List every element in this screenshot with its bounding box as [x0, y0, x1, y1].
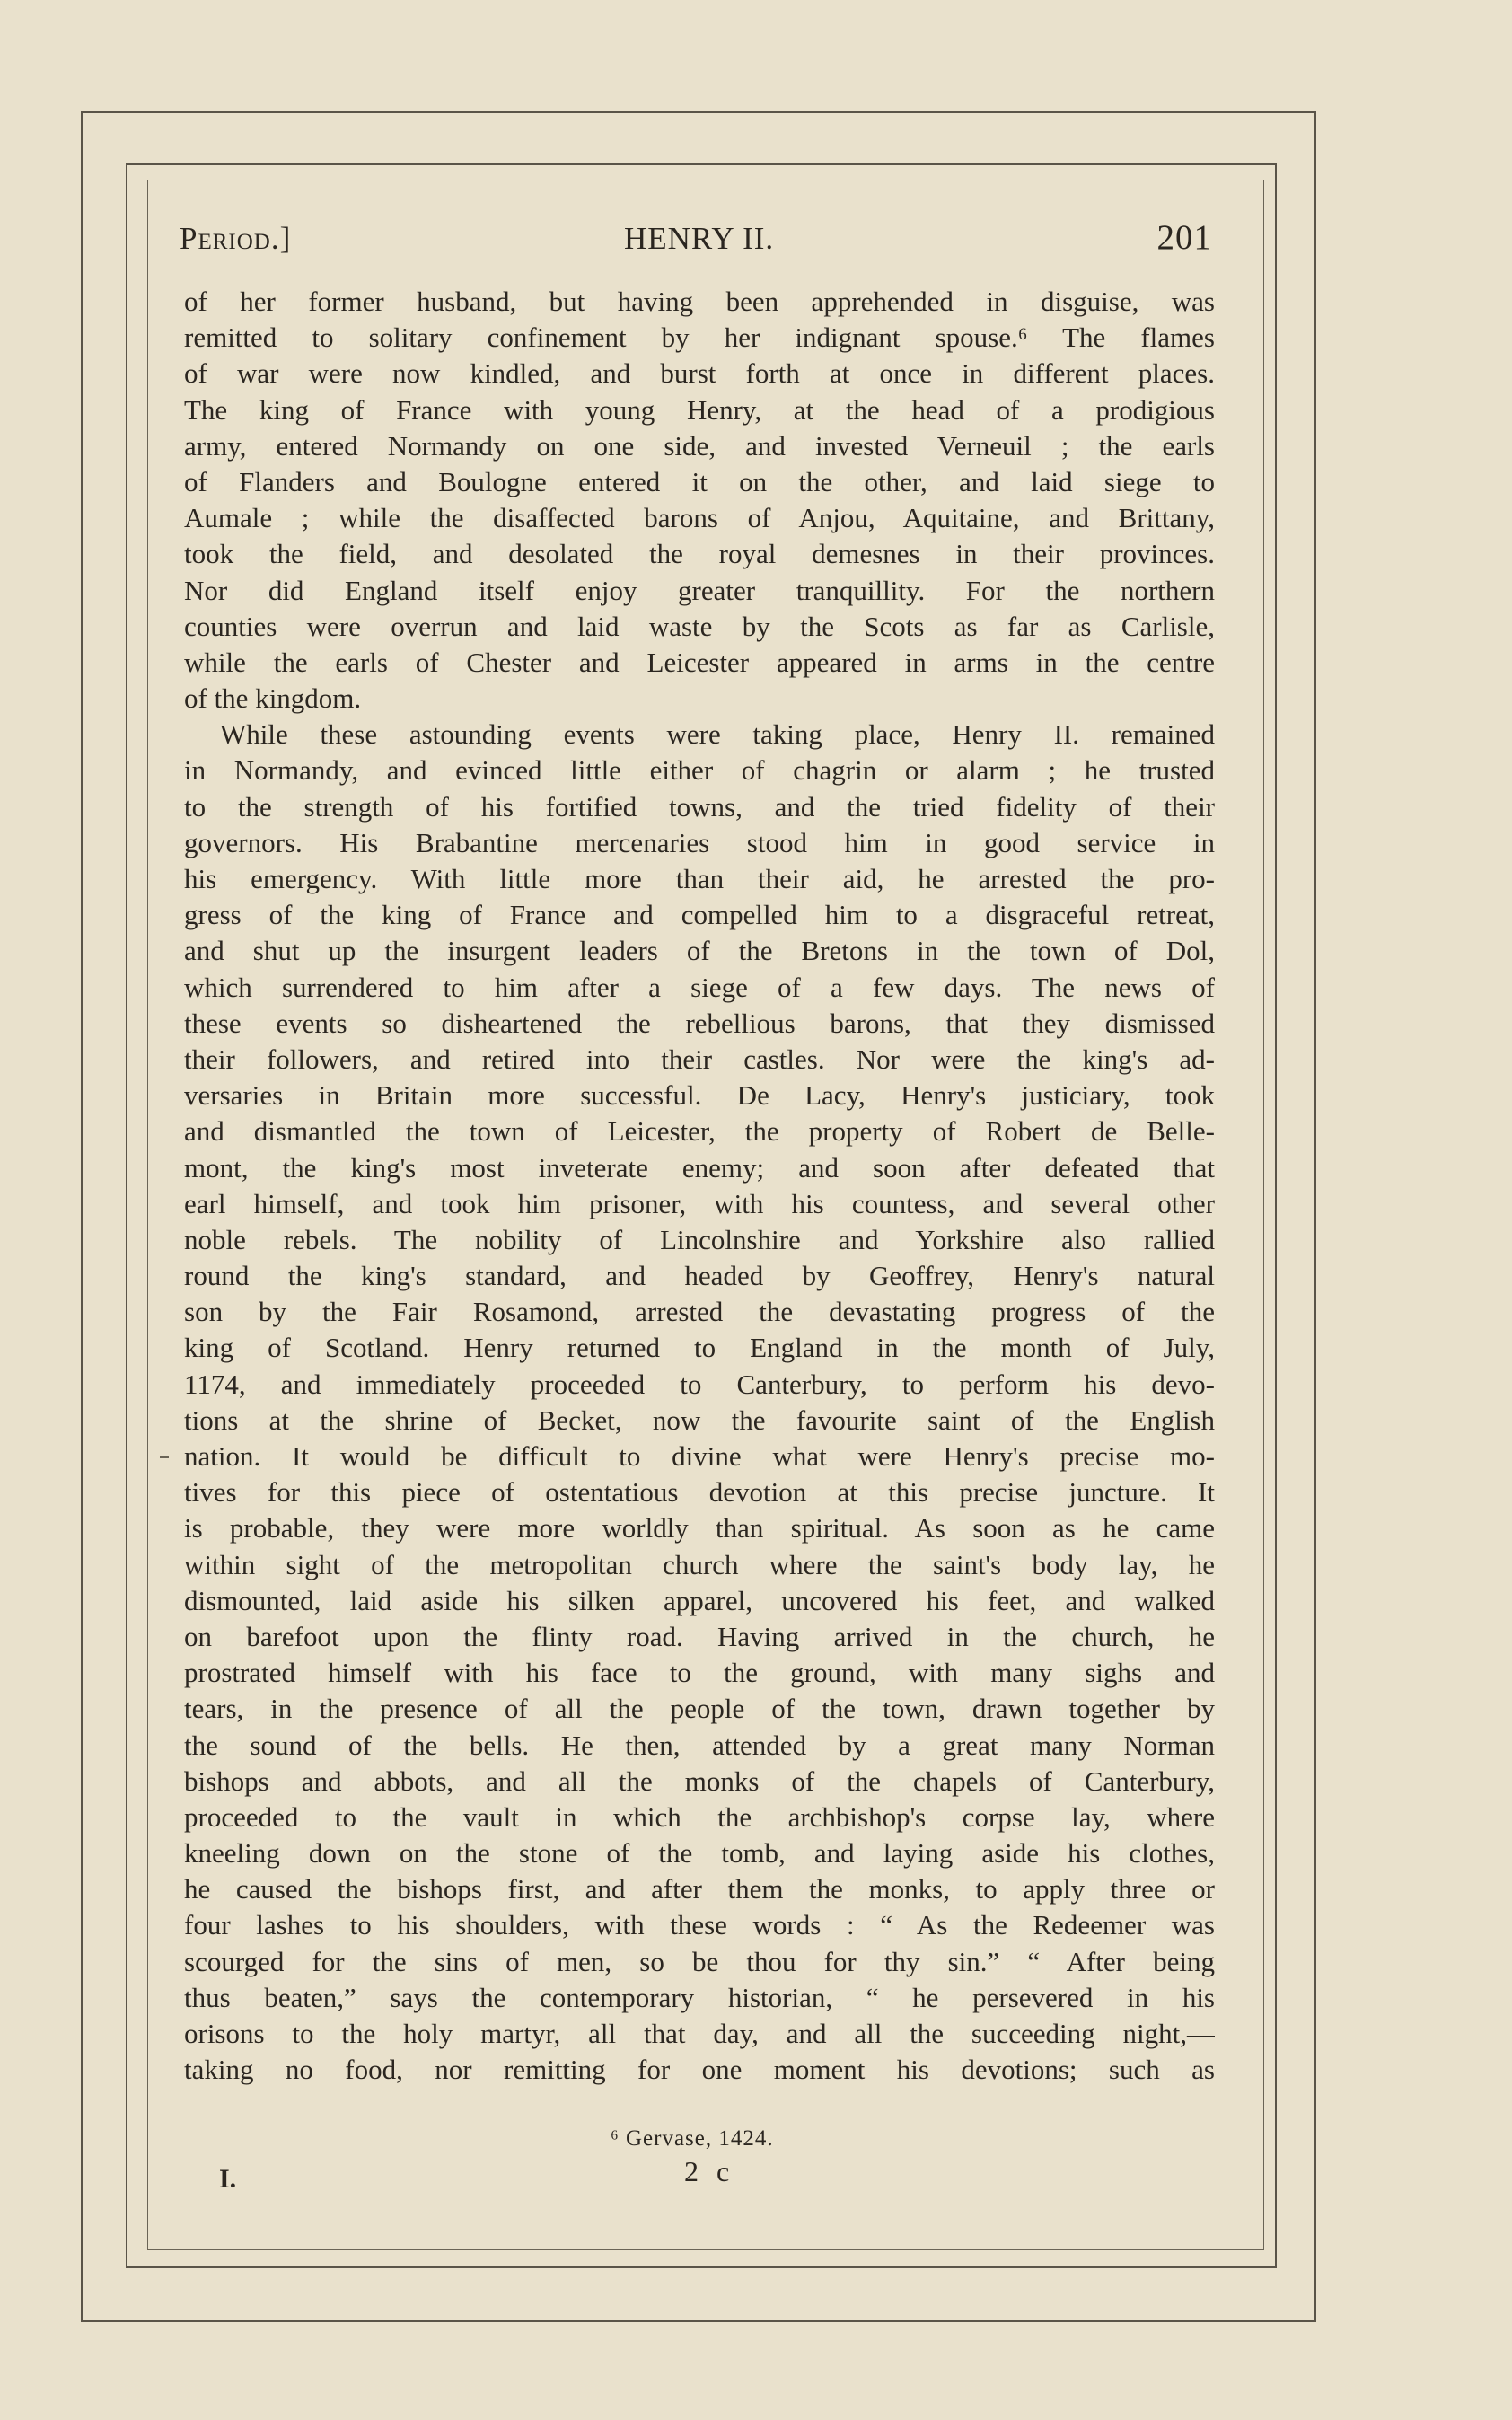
- text-line: tears, in the presence of all the people of the town, drawn together by: [184, 1693, 1215, 1725]
- text-line: Aumale ; while the disaffected barons of Anjou, Aquitaine, and Brittany,: [184, 502, 1215, 534]
- text-line: took the field, and desolated the royal demesnes in their provinces.: [184, 538, 1215, 570]
- signature-mark-left: I.: [219, 2164, 237, 2194]
- text-line: remitted to solitary confinement by her indignant spouse.⁶ The flames: [184, 321, 1215, 354]
- text-line: which surrendered to him after a siege of a few days. The news of: [184, 971, 1215, 1003]
- text-line: the sound of the bells. He then, attended by a great many Norman: [184, 1729, 1215, 1761]
- text-line: his emergency. With little more than their aid, he arrested the pro-: [184, 863, 1215, 894]
- text-line: and shut up the insurgent leaders of the Bretons in the town of Dol,: [184, 935, 1215, 967]
- text-line: and dismantled the town of Leicester, the property of Robert de Belle-: [184, 1115, 1215, 1148]
- text-line: of her former husband, but having been apprehended in disguise, was: [184, 286, 1215, 317]
- text-line: their followers, and retired into their castles. Nor were the king's ad-: [184, 1043, 1215, 1075]
- text-line: in Normandy, and evinced little either of chagrin or alarm ; he trusted: [184, 754, 1215, 787]
- text-line: tives for this piece of ostentatious devotion at this precise juncture. It: [184, 1476, 1215, 1509]
- text-line: nation. It would be difficult to divine what were Henry's precise mo-: [184, 1440, 1215, 1472]
- margin-mark: [160, 1456, 169, 1458]
- running-title: HENRY II.: [624, 221, 775, 256]
- text-line: king of Scotland. Henry returned to England in the month of July,: [184, 1332, 1215, 1364]
- text-line: of the kingdom.: [184, 682, 362, 715]
- text-line: of war were now kindled, and burst forth at once in different places.: [184, 357, 1215, 390]
- running-header: [180, 216, 1212, 269]
- text-line: governors. His Brabantine mercenaries stood him in good service in: [184, 826, 1215, 858]
- text-line: on barefoot upon the flinty road. Having arrived in the church, he: [184, 1620, 1215, 1652]
- text-line: taking no food, nor remitting for one moment his devotions; such as: [184, 2054, 1215, 2086]
- signature-mark: 2 c: [684, 2155, 735, 2187]
- text-line: to the strength of his fortified towns, and the tried fidelity of their: [184, 790, 1215, 823]
- text-line: bishops and abbots, and all the monks of the chapels of Canterbury,: [184, 1764, 1215, 1797]
- text-line: gress of the king of France and compelled him to a disgraceful retreat,: [184, 899, 1215, 931]
- text-line: within sight of the metropolitan church where the saint's body lay, he: [184, 1548, 1215, 1580]
- text-line: is probable, they were more worldly than spiritual. As soon as he came: [184, 1512, 1215, 1544]
- text-line: versaries in Britain more successful. De Lacy, Henry's justiciary, took: [184, 1079, 1215, 1112]
- text-line: Nor did England itself enjoy greater tranquillity. For the northern: [184, 574, 1215, 606]
- body-text: [184, 284, 1215, 2088]
- text-line: dismounted, laid aside his silken apparel, uncovered his feet, and walked: [184, 1584, 1215, 1616]
- text-line: prostrated himself with his face to the ground, with many sighs and: [184, 1657, 1215, 1689]
- period-label: Period.]: [180, 221, 292, 256]
- text-line: earl himself, and took him prisoner, with his countess, and several other: [184, 1187, 1215, 1219]
- footnote: ⁶ Gervase, 1424.: [611, 2126, 774, 2151]
- text-line: proceeded to the vault in which the archbishop's corpse lay, where: [184, 1800, 1215, 1833]
- page-number: 201: [1156, 218, 1212, 257]
- text-line: army, entered Normandy on one side, and invested Verneuil ; the earls: [184, 429, 1215, 462]
- text-line: 1174, and immediately proceeded to Canterbury, to perform his devo-: [184, 1368, 1215, 1400]
- text-line: tions at the shrine of Becket, now the favourite saint of the English: [184, 1404, 1215, 1436]
- text-line: orisons to the holy martyr, all that day, and all the succeeding night,—: [184, 2018, 1215, 2049]
- text-line: four lashes to his shoulders, with these words : “ As the Redeemer was: [184, 1909, 1215, 1941]
- text-line: thus beaten,” says the contemporary historian, “ he persevered in his: [184, 1981, 1215, 2013]
- text-line: noble rebels. The nobility of Lincolnshire and Yorkshire also rallied: [184, 1223, 1215, 1255]
- text-line: while the earls of Chester and Leicester appeared in arms in the centre: [184, 646, 1215, 678]
- text-line: these events so disheartened the rebellious barons, that they dismissed: [184, 1007, 1215, 1039]
- text-line: of Flanders and Boulogne entered it on the other, and laid siege to: [184, 465, 1215, 497]
- text-line: While these astounding events were taking place, Henry II. remained: [220, 718, 1215, 751]
- text-line: The king of France with young Henry, at the head of a prodigious: [184, 393, 1215, 426]
- text-line: son by the Fair Rosamond, arrested the devastating progress of the: [184, 1296, 1215, 1328]
- text-line: kneeling down on the stone of the tomb, and laying aside his clothes,: [184, 1837, 1215, 1870]
- text-line: he caused the bishops first, and after them the monks, to apply three or: [184, 1873, 1215, 1905]
- text-line: round the king's standard, and headed by Geoffrey, Henry's natural: [184, 1260, 1215, 1292]
- text-line: counties were overrun and laid waste by the Scots as far as Carlisle,: [184, 610, 1215, 642]
- text-line: mont, the king's most inveterate enemy; and soon after defeated that: [184, 1151, 1215, 1184]
- text-line: scourged for the sins of men, so be thou for thy sin.” “ After being: [184, 1945, 1215, 1977]
